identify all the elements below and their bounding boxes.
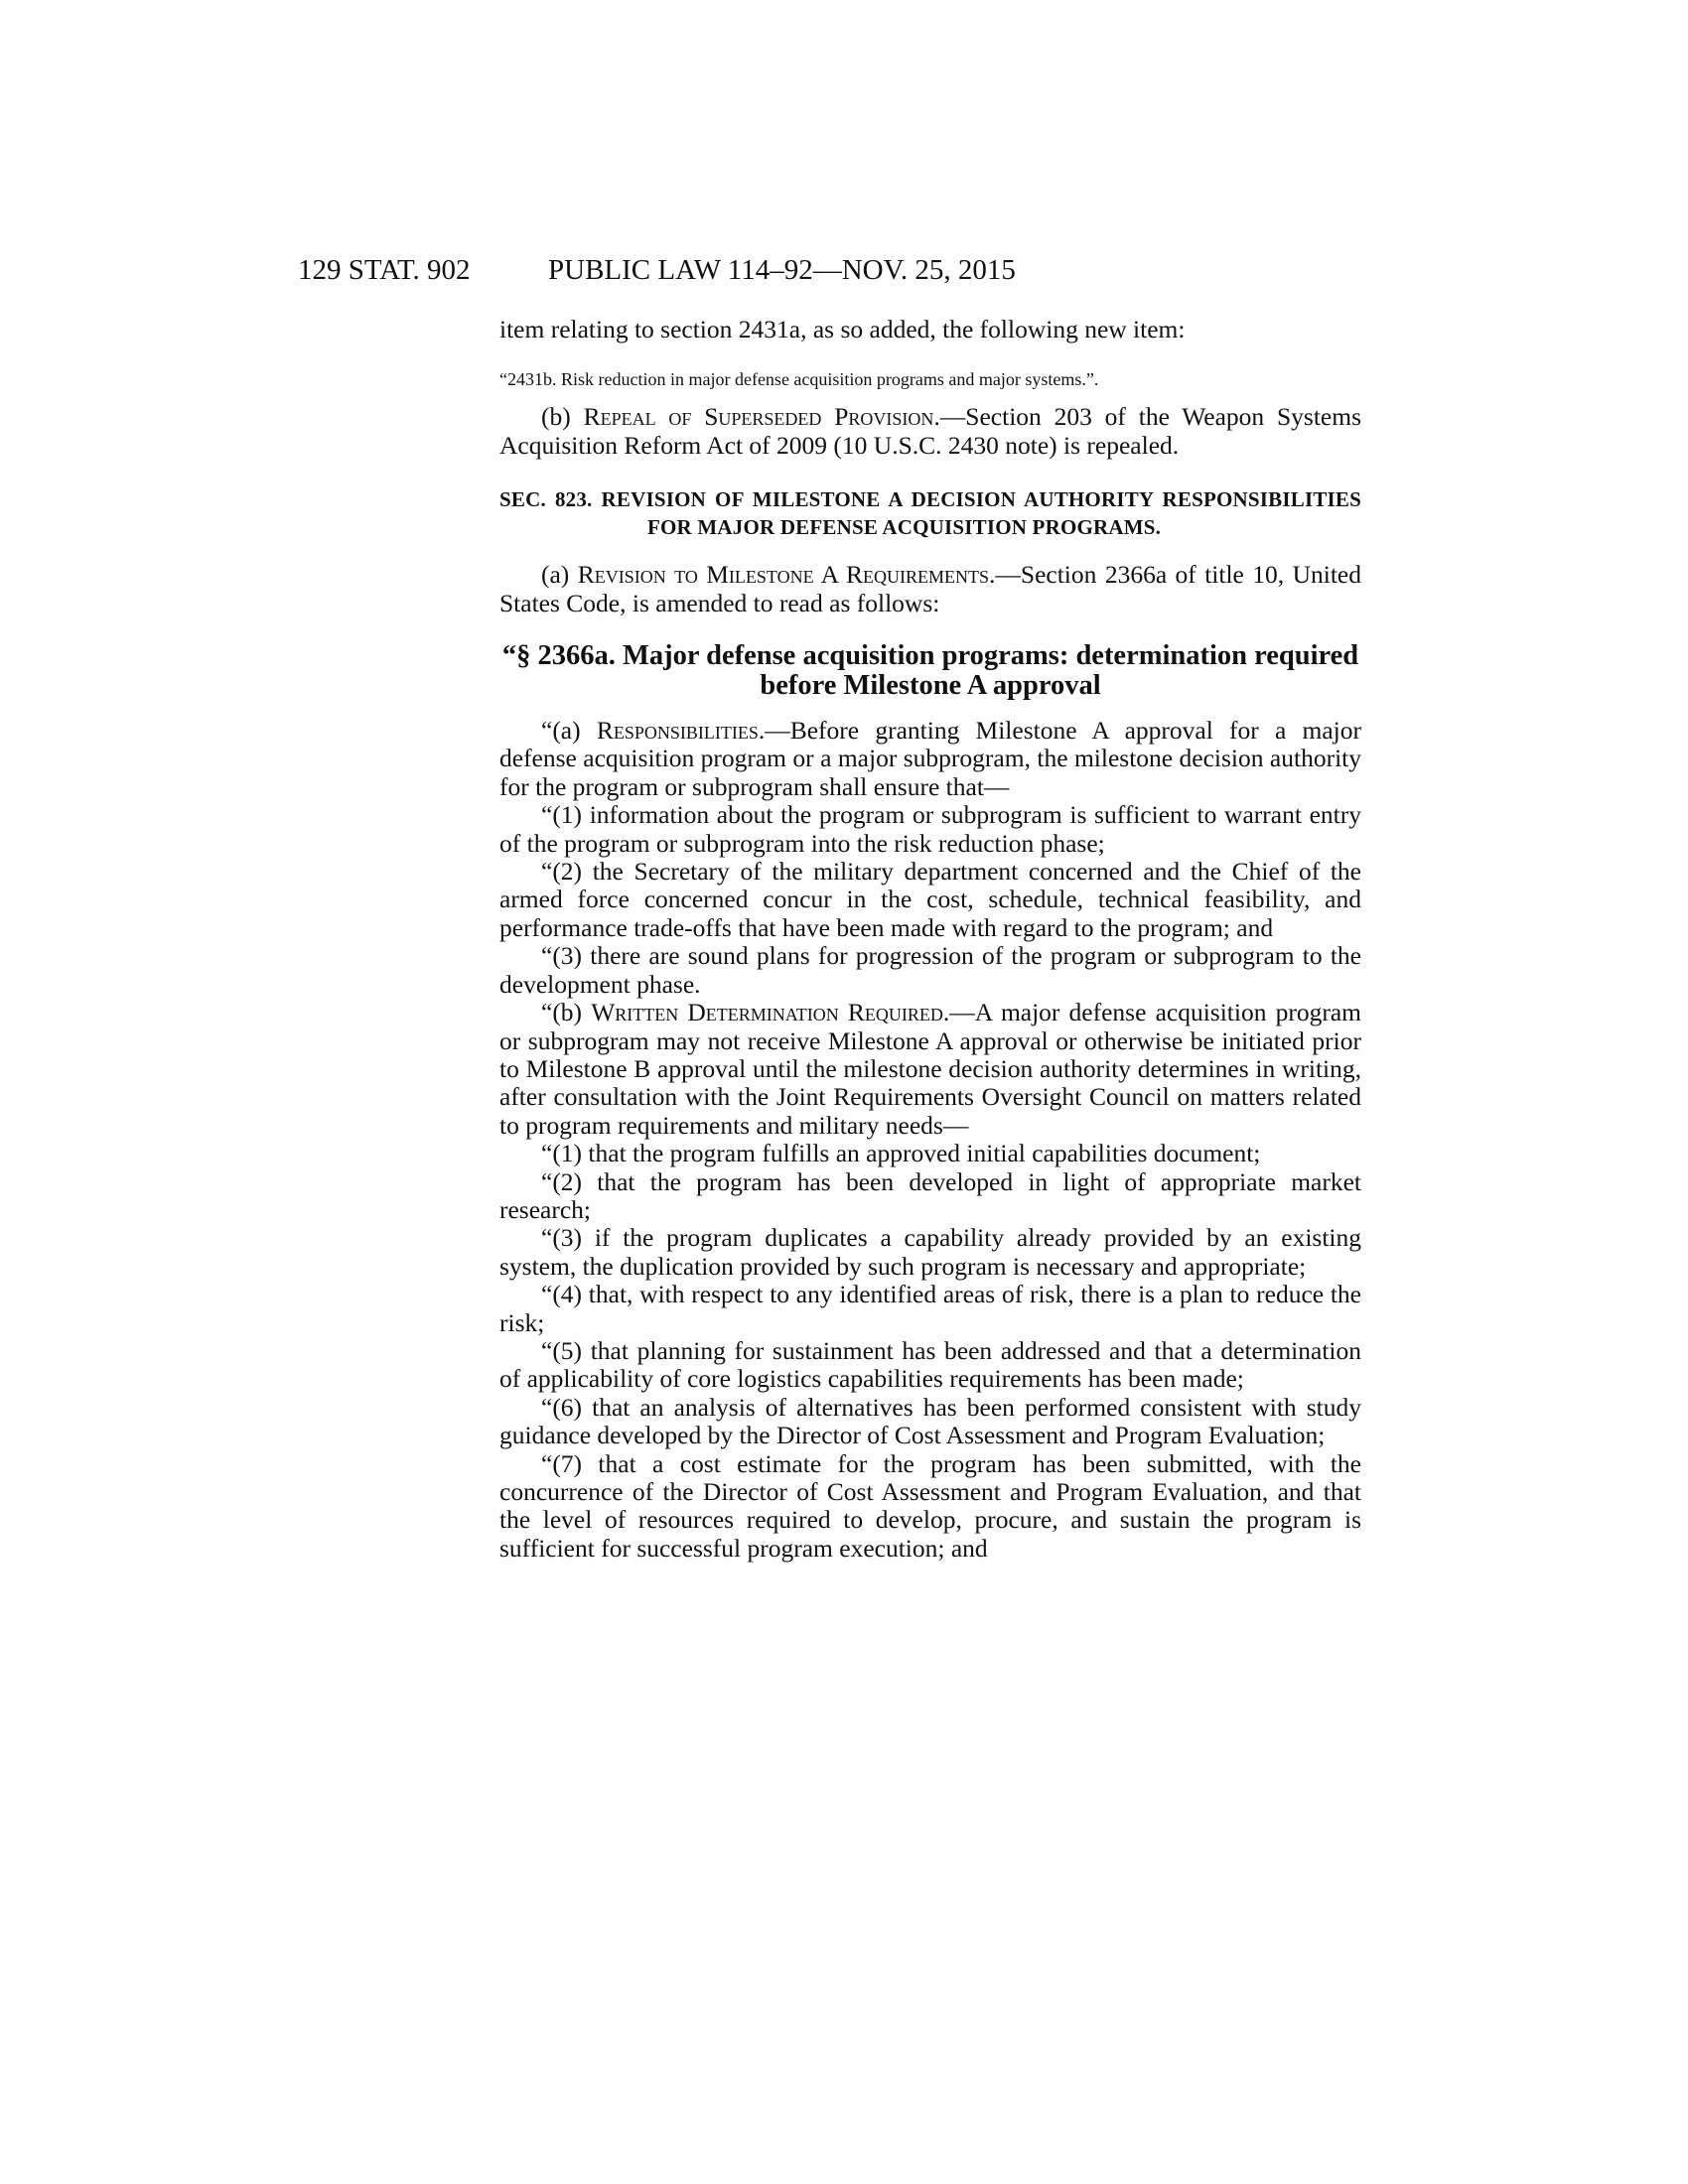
subsection-b-lead: (b) <box>541 402 584 432</box>
subsection-a-revision <box>499 561 1361 617</box>
subsection-b-text: .—Section 203 of the Weapon Systems Acquisition Reform Act of 2009 (10 U.S.C. 2430 note) is repealed. <box>499 402 1362 460</box>
paragraph-a-responsibilities <box>499 717 1361 801</box>
paragraph-b-item-5: “(5) that planning for sustainment has been addressed and that a determination of applicability of core logistics capabilities requirements has been made; <box>499 1335 1361 1394</box>
subsection-b-repeal <box>499 403 1361 460</box>
paragraph-a-item-1: “(1) information about the program or subprogram is sufficient to warrant entry of the program or subprogram into the risk reduction phase; <box>499 800 1361 858</box>
section-2366a-heading: “§ 2366a. Major defense acquisition programs: determination required before Milestone A approval <box>501 640 1359 702</box>
paragraph-b-lead: “(b) <box>541 998 592 1027</box>
document-body <box>499 316 1361 1563</box>
public-law-title: PUBLIC LAW 114–92—NOV. 25, 2015 <box>548 254 1016 286</box>
paragraph-b-item-6: “(6) that an analysis of alternatives has been performed consistent with study guidance developed by the Director of Cost Assessment and Program Evaluation; <box>499 1392 1361 1450</box>
statute-page-number: 129 STAT. 902 <box>298 254 471 286</box>
paragraph-b-item-1: “(1) that the program fulfills an approved initial capabilities document; <box>541 1139 1261 1168</box>
paragraph-b-written-determination <box>499 999 1361 1140</box>
subsection-a-heading: Revision to Milestone A Requirements <box>577 560 990 590</box>
paragraph-a-item-2: “(2) the Secretary of the military department concerned and the Chief of the armed force concerned concur in the cost, schedule, technical feasibility, and performance trade-offs that have been made with regard to the program; and <box>499 857 1361 942</box>
subsection-b-heading: Repeal of Superseded Provision <box>583 402 934 432</box>
page-header <box>298 250 1380 290</box>
section-823-heading: SEC. 823. REVISION OF MILESTONE A DECISION AUTHORITY RESPONSIBILITIES FOR MAJOR DEFENSE ACQUISITION PROGRAMS. <box>499 487 1361 540</box>
paragraph-b-text: .—A major defense acquisition program or subprogram may not receive Milestone A approval or otherwise be initiated prior to Milestone B approval until the milestone decision authority determines in writing, after consultation with the Joint Requirements Oversight Council on matters related to program requirements and military needs— <box>499 998 1361 1140</box>
paragraph-b-heading: Written Determination Required <box>591 998 943 1027</box>
paragraph-a-item-3: “(3) there are sound plans for progression of the program or subprogram to the development phase. <box>499 941 1361 999</box>
paragraph-b-item-4: “(4) that, with respect to any identified areas of risk, there is a plan to reduce the risk; <box>499 1280 1361 1337</box>
intro-paragraph: item relating to section 2431a, as so added, the following new item: <box>499 315 1186 343</box>
paragraph-a-heading: Responsibilities <box>596 716 759 746</box>
paragraph-b-item-3: “(3) if the program duplicates a capability already provided by an existing system, the duplication provided by such program is necessary and appropriate; <box>499 1223 1361 1281</box>
subsection-a-lead: (a) <box>541 560 578 590</box>
table-of-contents-item: “2431b. Risk reduction in major defense acquisition programs and major systems.”. <box>499 369 1099 390</box>
subsection-a-text: .—Section 2366a of title 10, United States Code, is amended to read as follows: <box>499 560 1361 617</box>
paragraph-b-item-2: “(2) that the program has been developed in light of appropriate market research; <box>499 1166 1361 1224</box>
paragraph-b-item-7: “(7) that a cost estimate for the program has been submitted, with the concurrence of the Director of Cost Assessment and Program Evaluation, and that the level of resources required to develop, procure, and sustain the program is sufficient for successful program execution; and <box>499 1448 1361 1563</box>
paragraph-a-text: .—Before granting Milestone A approval for a major defense acquisition program or a major subprogram, the milestone decision authority for the program or subprogram shall ensure that— <box>499 716 1361 801</box>
paragraph-a-lead: “(a) <box>541 716 597 746</box>
